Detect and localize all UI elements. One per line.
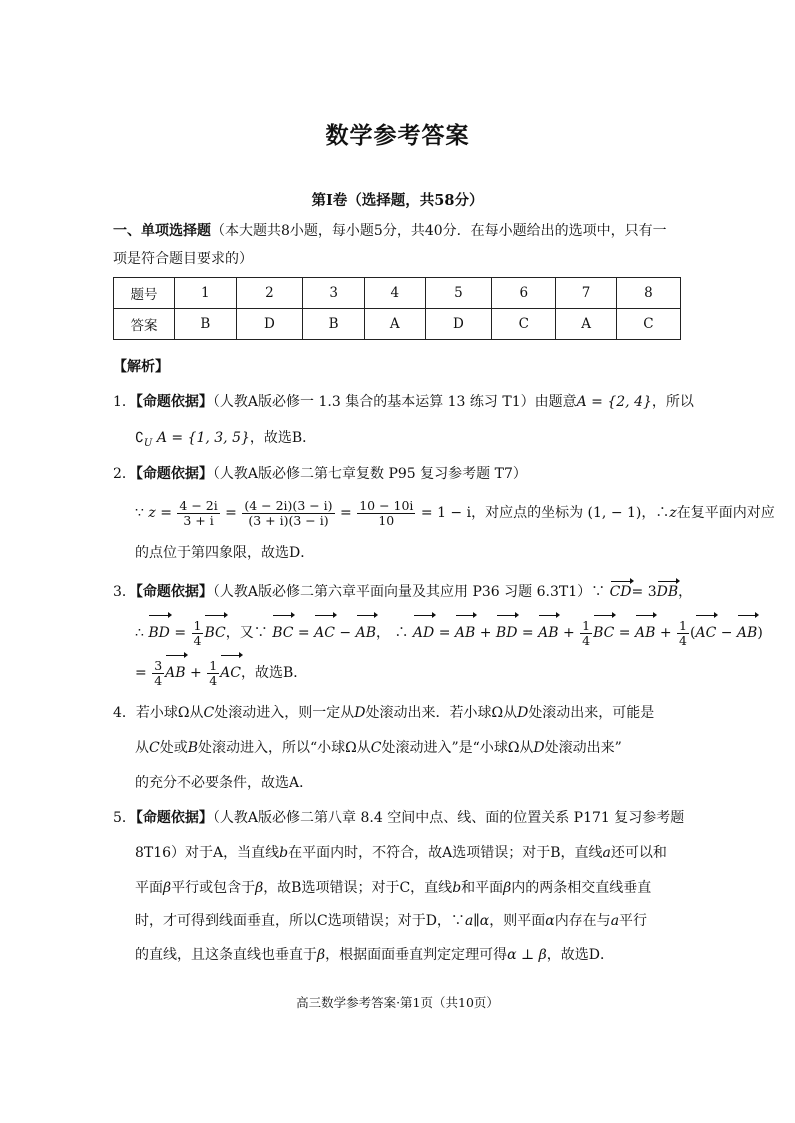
equals-sign: = — [135, 665, 147, 681]
point-c: C — [149, 740, 160, 756]
line-b: b — [279, 845, 289, 861]
q1-line2 — [135, 428, 316, 454]
q5-text: ，故B选项错误；对于C，直线 — [263, 880, 453, 896]
equals-sign: = — [225, 505, 237, 521]
line-a: a — [610, 913, 620, 929]
table-cell: C — [492, 309, 556, 340]
q4-text: 处滚动出来” — [544, 740, 622, 756]
q3-source: （人教A版必修二第六章平面向量及其应用 P36 习题 6.3T1）∵ — [212, 584, 606, 600]
equals-sign: = — [521, 625, 534, 641]
q1-tail2: ，故选B． — [249, 430, 317, 446]
plus-sign: + — [659, 625, 672, 641]
therefore-symbol: ∴ — [135, 625, 144, 641]
plus-sign: + — [562, 625, 575, 641]
q2-basis-tag: 【命题依据】 — [135, 466, 213, 482]
fraction-quarter — [677, 619, 689, 648]
q1-sub-u: U — [143, 437, 153, 449]
q5-text: ，根据面面垂直判定定理可得 — [325, 947, 508, 963]
minus-sign: − — [339, 625, 352, 641]
q3-tail: ，故选B． — [240, 665, 308, 681]
section1-desc1: （本大题共8小题，每小题5分，共40分．在每小题给出的选项中，只有一 — [211, 223, 667, 239]
q5-text: 内的两条相交直线垂直 — [511, 880, 652, 896]
q5-text: 8T16）对于A，当直线 — [135, 845, 280, 861]
table-row-numbers — [114, 278, 681, 309]
section1-desc2: 项是符合题目要求的） — [113, 251, 253, 267]
q4-text: 从 — [135, 740, 149, 756]
q4-text: 4．若小球Ω从 — [113, 705, 204, 721]
table-cell: D — [425, 309, 492, 340]
plus-sign: + — [479, 625, 492, 641]
table-cell: 1 — [175, 278, 237, 309]
table-header-cell: 答案 — [114, 309, 175, 340]
q3-number: 3． — [113, 584, 136, 600]
q4-text: 处滚动进入，则一定从 — [214, 705, 355, 721]
q2-result: = 1 − i — [420, 505, 472, 521]
q2-fraction-1 — [177, 499, 219, 528]
q2-tail: ，对应点的坐标为 (1, − 1)，∴ — [471, 505, 670, 521]
table-cell: 8 — [616, 278, 680, 309]
q5-text: 平行或包含于 — [171, 880, 256, 896]
table-cell: A — [556, 309, 617, 340]
table-cell: 6 — [492, 278, 556, 309]
vector-ab: AB — [165, 656, 185, 690]
fraction-denominator: 4 — [154, 672, 163, 688]
answer-table — [113, 277, 681, 340]
fraction-numerator: 4 − 2i — [179, 497, 218, 513]
plane-beta: β — [255, 880, 264, 896]
q5-line3 — [135, 878, 651, 898]
fraction-denominator: 4 — [679, 632, 687, 648]
vector-ab: AB — [455, 616, 475, 650]
volume-heading: 第Ⅰ卷（选择题，共58分） — [311, 192, 484, 209]
vector-ab: AB — [356, 616, 376, 650]
q2-fraction-3 — [357, 499, 415, 528]
q5-text: 和平面 — [461, 880, 504, 896]
minus-sign: − — [720, 625, 733, 641]
fraction-numerator: 1 — [193, 617, 202, 633]
because-symbol: ∵ — [135, 505, 144, 521]
q5-text: 平面 — [135, 880, 163, 896]
q5-text: 在平面内时，不符合，故A选项错误；对于B，直线 — [288, 845, 603, 861]
line-a: a — [602, 845, 611, 861]
complement-symbol: ∁ — [135, 430, 144, 446]
table-cell: B — [175, 309, 237, 340]
q5-text: 时，才可得到线面垂直，所以C选项错误；对于D，∵ — [135, 913, 465, 929]
q5-text: ，则平面 — [489, 913, 546, 929]
vector-bd: BD — [148, 616, 170, 650]
q3-eq3: = 3 — [631, 584, 657, 600]
q5-line4 — [135, 911, 647, 931]
fraction-denominator: 10 — [378, 512, 395, 528]
q2-line1 — [113, 464, 527, 484]
fraction-quarter — [207, 659, 219, 688]
fraction-numerator: 10 − 10i — [359, 497, 414, 513]
table-cell: 4 — [364, 278, 425, 309]
vector-bc: BC — [204, 616, 225, 650]
q3-comma: ， — [678, 584, 693, 600]
fraction-numerator: 1 — [679, 617, 687, 633]
perpendicular-relation: α ⊥ β — [507, 947, 547, 963]
q2-tail2: 在复平面内对应 — [676, 505, 775, 521]
vector-ab: AB — [538, 616, 558, 650]
table-header-cell: 题号 — [114, 278, 175, 309]
table-cell: D — [236, 309, 303, 340]
q4-text: 处或 — [159, 740, 188, 756]
vector-db: DB — [656, 584, 679, 600]
fraction-denominator: 4 — [193, 632, 202, 648]
table-cell: B — [303, 309, 365, 340]
q4-line1 — [113, 703, 654, 723]
equals-sign: = — [618, 625, 631, 641]
vector-ac: AC — [220, 656, 241, 690]
q3-line1 — [113, 582, 692, 602]
q1-line1 — [113, 392, 694, 412]
fraction-quarter — [192, 619, 204, 648]
point-c: C — [203, 705, 215, 721]
q1-source: （人教A版必修一 1.3 集合的基本运算 13 练习 T1）由题意 — [212, 394, 577, 410]
fraction-denominator: 4 — [209, 672, 218, 688]
q2-z-eq: z = — [148, 505, 172, 521]
q3-line3 — [135, 656, 307, 690]
q3-again: ，又∵ — [225, 625, 268, 641]
vector-ab: AB — [635, 616, 655, 650]
plane-beta: β — [503, 880, 512, 896]
q2-source: （人教A版必修二第七章复数 P95 复习参考题 T7） — [212, 466, 527, 482]
fraction-numerator: 1 — [209, 657, 218, 673]
q2-fraction-2 — [242, 499, 334, 528]
point-c: C — [370, 740, 382, 756]
q5-line5 — [135, 945, 614, 965]
vector-ac: AC — [695, 616, 716, 650]
fraction-denominator: 3 + i — [183, 512, 214, 528]
analysis-heading: 【解析】 — [113, 359, 169, 375]
q3-basis-tag: 【命题依据】 — [135, 584, 213, 600]
q4-text: 处滚动出来．若小球Ω从 — [365, 705, 518, 721]
line-b: b — [452, 880, 462, 896]
q2-line3: 的点位于第四象限，故选D． — [135, 545, 315, 561]
q1-basis-tag: 【命题依据】 — [135, 394, 213, 410]
q5-line2 — [135, 843, 667, 863]
q1-set-a: A = {2, 4} — [576, 394, 652, 410]
section1-heading: 一、单项选择题 — [113, 223, 211, 239]
q5-text: 内存在与 — [554, 913, 611, 929]
page-title: 数学参考答案 — [325, 122, 470, 149]
vector-ac: AC — [314, 616, 335, 650]
fraction-numerator: 1 — [582, 617, 591, 633]
q4-line3: 的充分不必要条件，故选A． — [135, 775, 314, 791]
fraction-numerator: (4 − 2i)(3 − i) — [244, 497, 333, 513]
plane-beta: β — [317, 947, 326, 963]
table-cell: 3 — [303, 278, 365, 309]
equals-sign: = — [174, 625, 187, 641]
fraction-numerator: 3 — [154, 657, 163, 673]
q4-text: 处滚动进入”是“小球Ω从 — [381, 740, 534, 756]
vector-bc: BC — [272, 616, 293, 650]
q5-line1 — [113, 808, 684, 828]
q4-text: 处滚动出来，可能是 — [528, 705, 655, 721]
plane-alpha: α — [545, 913, 555, 929]
vector-ad: AD — [413, 616, 434, 650]
q5-text: ，故选D． — [546, 947, 614, 963]
q1-tail1: ，所以 — [651, 394, 694, 410]
table-cell: A — [364, 309, 425, 340]
q3-line2: ∴ BD = $\frac{1}{4}$ BC，又∵ BC = AC − AB， ∴ AD = AB + BD = AB + $\frac{1}{4}$ BC = AB + $\frac{1}{4}$ (AC − AB) — [135, 616, 763, 650]
q5-text: （人教A版必修二第八章 8.4 空间中点、线、面的位置关系 P171 复习参考题 — [212, 810, 685, 826]
plus-sign: + — [190, 665, 202, 681]
equals-sign: = — [438, 625, 451, 641]
plane-beta: β — [163, 880, 172, 896]
q5-text: 还可以和 — [610, 845, 667, 861]
vector-bc: BC — [593, 616, 614, 650]
table-cell: C — [616, 309, 680, 340]
table-cell: 7 — [556, 278, 617, 309]
equals-sign: = — [297, 625, 310, 641]
q5-number: 5． — [113, 810, 136, 826]
point-d: D — [517, 705, 529, 721]
q5-basis-tag: 【命题依据】 — [135, 810, 213, 826]
q4-text: 处滚动进入，所以“小球Ω从 — [198, 740, 371, 756]
point-b: B — [187, 740, 199, 756]
q5-text: 的直线，且这条直线也垂直于 — [135, 947, 317, 963]
vector-ab: AB — [737, 616, 757, 650]
q5-text: 平行 — [619, 913, 648, 929]
q4-line2 — [135, 738, 622, 758]
fraction-quarter — [580, 619, 592, 648]
fraction-three-quarter — [152, 659, 164, 688]
page-footer: 高三数学参考答案·第1页（共10页） — [296, 995, 499, 1010]
q1-result: A = {1, 3, 5} — [156, 430, 250, 446]
q2-formula-line — [135, 496, 775, 530]
table-cell: 5 — [425, 278, 492, 309]
fraction-denominator: (3 + i)(3 − i) — [248, 512, 329, 528]
equals-sign: = — [340, 505, 352, 521]
point-d: D — [533, 740, 545, 756]
point-d: D — [354, 705, 366, 721]
vector-cd: CD — [609, 584, 632, 600]
section1-line1 — [113, 221, 667, 241]
q1-number: 1． — [113, 394, 136, 410]
vector-bd: BD — [496, 616, 518, 650]
fraction-denominator: 4 — [582, 632, 591, 648]
therefore-symbol: ∴ — [394, 625, 409, 641]
comma: ， — [375, 625, 390, 641]
q2-number: 2． — [113, 466, 136, 482]
table-row-answers — [114, 309, 681, 340]
parallel-relation: a∥α — [464, 913, 490, 929]
q2-z: z — [669, 505, 677, 521]
table-cell: 2 — [236, 278, 303, 309]
